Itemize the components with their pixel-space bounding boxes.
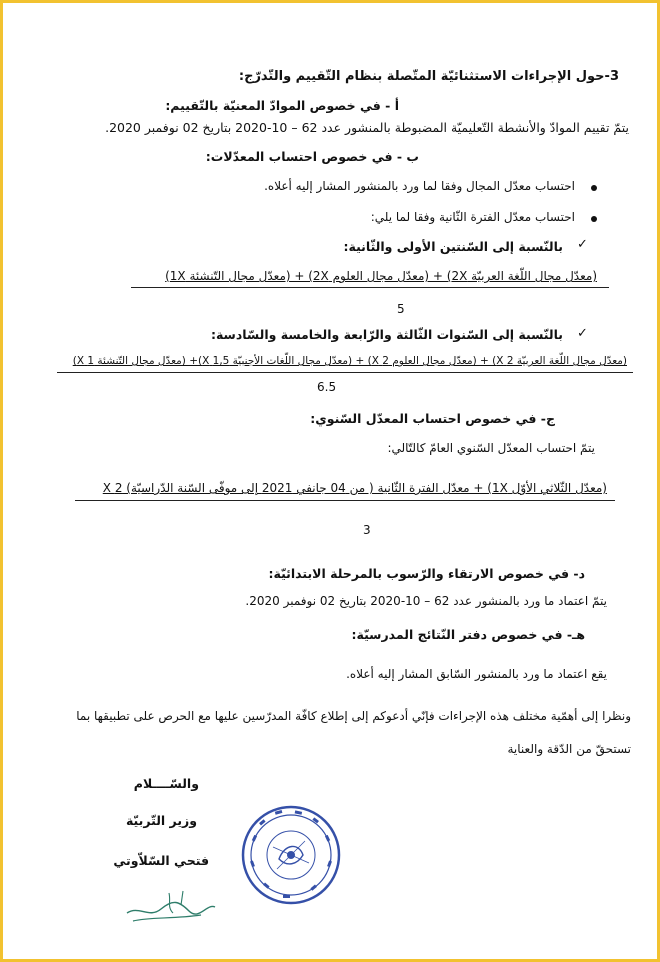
years12-formula: (معدّل مجال اللّغة العربيّة 2X) + (معدّل مجال العلوم 2X) + (معدّل مجال التّنشئة 1X): [165, 269, 597, 283]
heading-e: هـ- في خصوص دفتر النّتائج المدرسيّة:: [351, 627, 585, 642]
years12-heading: بالنّسبة إلى السّنتين الأولى والثّانية:: [343, 239, 563, 254]
heading-d: د- في خصوص الارتقاء والرّسوب بالمرحلة الابتدائيّة:: [268, 566, 585, 581]
annual-formula: (معدّل الثّلاثي الأوّل 1X) + معدّل الفترة الثّانية ( من 04 جانفي 2021 إلى موفّى السّنة الدّراسيّة) 2 X: [102, 481, 607, 495]
checkmark-icon: ✓: [577, 237, 588, 252]
closing-line-1: ونظرا إلى أهمّية مختلف هذه الإجراءات فإنّي أدعوكم إلى إطلاع كافّة المدرّسين عليها مع الحرص على تطبيقها بما: [76, 709, 631, 723]
years3456-formula: (معدّل مجال اللّغة العربيّة 2 X) + (معدّل مجال العلوم 2 X) + (معدّل مجال اللّغات الأجنبيّة 1,5 X)+ (معدّل مجال التّنشئة 1 X): [72, 355, 627, 367]
text-c: يتمّ احتساب المعدّل السّنوي العامّ كالتّالي:: [387, 441, 595, 455]
official-stamp: [239, 803, 343, 907]
minister-name: فتحي السّلاّوتي: [113, 853, 209, 868]
fraction-line: [75, 500, 615, 501]
years3456-divisor: 6.5: [317, 380, 337, 394]
bullet-icon: [591, 185, 597, 191]
bullet-icon: [591, 216, 597, 222]
fraction-line: [57, 372, 633, 373]
checkmark-icon: ✓: [577, 326, 588, 341]
section-title: 3-حول الإجراءات الاستثنائيّة المتّصلة بنظام التّقييم والتّدرّج:: [238, 69, 619, 84]
bullet-item-2: احتساب معدّل الفترة الثّانية وفقا لما يلي:: [370, 210, 575, 224]
bullet-item-1: احتساب معدّل المجال وفقا لما ورد بالمنشور المشار إليه أعلاه.: [264, 179, 575, 193]
salutation: والسّــــلام: [133, 776, 199, 791]
years3456-heading: بالنّسبة إلى السّنوات الثّالثة والرّابعة والخامسة والسّادسة:: [210, 327, 563, 342]
heading-c: ج- في خصوص احتساب المعدّل السّنوي:: [310, 411, 555, 426]
years12-divisor: 5: [397, 302, 405, 316]
heading-a: أ - في خصوص الموادّ المعنيّة بالتّقييم:: [165, 98, 399, 113]
heading-b: ب - في خصوص احتساب المعدّلات:: [205, 149, 419, 164]
text-d: يتمّ اعتماد ما ورد بالمنشور عدد 62 – 10-2020 بتاريخ 02 نوفمبر 2020.: [245, 594, 607, 608]
minister-title: وزير التّربيّة: [125, 813, 197, 828]
text-a: يتمّ تقييم الموادّ والأنشطة التّعليميّة المضبوطة بالمنشور عدد 62 – 10-2020 بتاريخ 02 نوفمبر 2020.: [105, 120, 629, 135]
text-e: يقع اعتماد ما ورد بالمنشور السّابق المشار إليه أعلاه.: [346, 667, 607, 681]
fraction-line: [131, 287, 609, 288]
handwritten-signature: [119, 883, 219, 925]
annual-divisor: 3: [363, 523, 371, 537]
closing-line-2: تستحقّ من الدّقة والعناية: [507, 742, 631, 756]
